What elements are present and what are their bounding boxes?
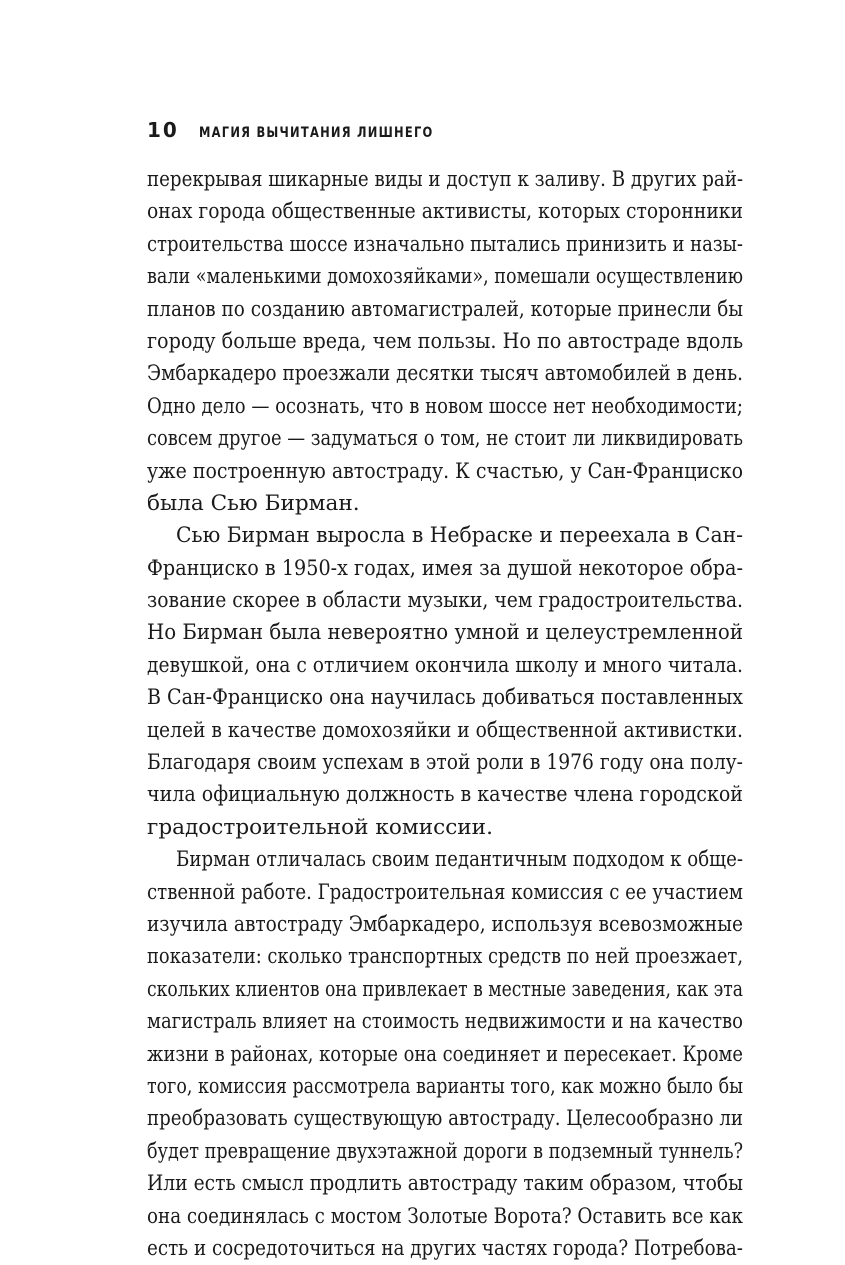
text-line: городу больше вреда, чем пользы. Но по автостраде вдоль bbox=[147, 328, 744, 354]
paragraph bbox=[147, 844, 743, 1265]
text-line: она соединялась с мостом Золотые Ворота? Оставить все как bbox=[147, 1203, 743, 1229]
text-line: будет превращение двухэтажной дороги в подземный туннель? bbox=[147, 1138, 744, 1164]
text-line: совсем другое — задуматься о том, не стоит ли ликвидировать bbox=[147, 426, 744, 452]
text-line: Бирман отличалась своим педантичным подходом к обще- bbox=[176, 847, 743, 873]
text-line: строительства шоссе изначально пытались принизить и назы- bbox=[147, 231, 743, 257]
text-line: скольких клиентов она привлекает в местные заведения, как эта bbox=[147, 976, 744, 1002]
running-head bbox=[147, 118, 485, 142]
text-line: девушкой, она с отличием окончила школу и много читала. bbox=[147, 652, 743, 678]
paragraph bbox=[147, 520, 743, 844]
text-line: зование скорее в области музыки, чем градостроительства. bbox=[147, 588, 744, 614]
text-line: того, комиссия рассмотрела варианты того, как можно было бы bbox=[147, 1073, 744, 1099]
text-line: Благодаря своим успехам в этой роли в 1976 году она полу- bbox=[147, 750, 744, 776]
text-line: планов по созданию автомагистралей, которые принесли бы bbox=[147, 296, 744, 322]
text-line: Франциско в 1950-х годах, имея за душой некоторое обра- bbox=[147, 555, 743, 581]
text-line: Но Бирман была невероятно умной и целеустремленной bbox=[147, 620, 743, 646]
text-line: Одно дело — осознать, что в новом шоссе нет необходимости; bbox=[147, 393, 744, 419]
text-line: целей в качестве домохозяйки и общественной активистки. bbox=[147, 717, 744, 743]
text-line: показатели: сколько транспортных средств по ней проезжает, bbox=[147, 944, 744, 970]
text-line: есть и сосредоточиться на других частях города? Потребова- bbox=[147, 1235, 743, 1261]
text-line: онах города общественные активисты, которых сторонники bbox=[147, 199, 743, 225]
text-line: ственной работе. Градостроительная комиссия с ее участием bbox=[147, 879, 743, 905]
text-line: градостроительной комиссии. bbox=[147, 814, 493, 840]
text-line: чила официальную должность в качестве члена городской bbox=[147, 782, 744, 808]
text-line: Или есть смысл продлить автостраду таким образом, чтобы bbox=[147, 1171, 744, 1197]
page-number: 10 bbox=[147, 118, 179, 142]
chapter-title: МАГИЯ ВЫЧИТАНИЯ ЛИШНЕГО bbox=[198, 125, 434, 141]
text-line: жизни в районах, которые она соединяет и пересекает. Кроме bbox=[147, 1041, 743, 1067]
text-line: уже построенную автостраду. К счастью, у Сан-Франциско bbox=[147, 458, 744, 484]
text-line: магистраль влияет на стоимость недвижимости и на качество bbox=[147, 1009, 743, 1035]
text-line: В Сан-Франциско она научилась добиваться поставленных bbox=[147, 685, 744, 711]
text-line: Эмбаркадеро проезжали десятки тысяч автомобилей в день. bbox=[147, 361, 743, 387]
body-text bbox=[147, 164, 743, 1265]
text-line: преобразовать существующую автостраду. Целесообразно ли bbox=[147, 1106, 744, 1132]
text-line: вали «маленькими домохозяйками», помешали осуществлению bbox=[147, 264, 744, 290]
text-line: перекрывая шикарные виды и доступ к заливу. В других рай- bbox=[147, 167, 744, 192]
text-line: Сью Бирман выросла в Небраске и переехала в Сан- bbox=[176, 523, 743, 549]
paragraph bbox=[147, 164, 743, 520]
text-line: была Сью Бирман. bbox=[147, 490, 360, 516]
text-line: изучила автостраду Эмбаркадеро, используя всевозможные bbox=[147, 911, 743, 937]
